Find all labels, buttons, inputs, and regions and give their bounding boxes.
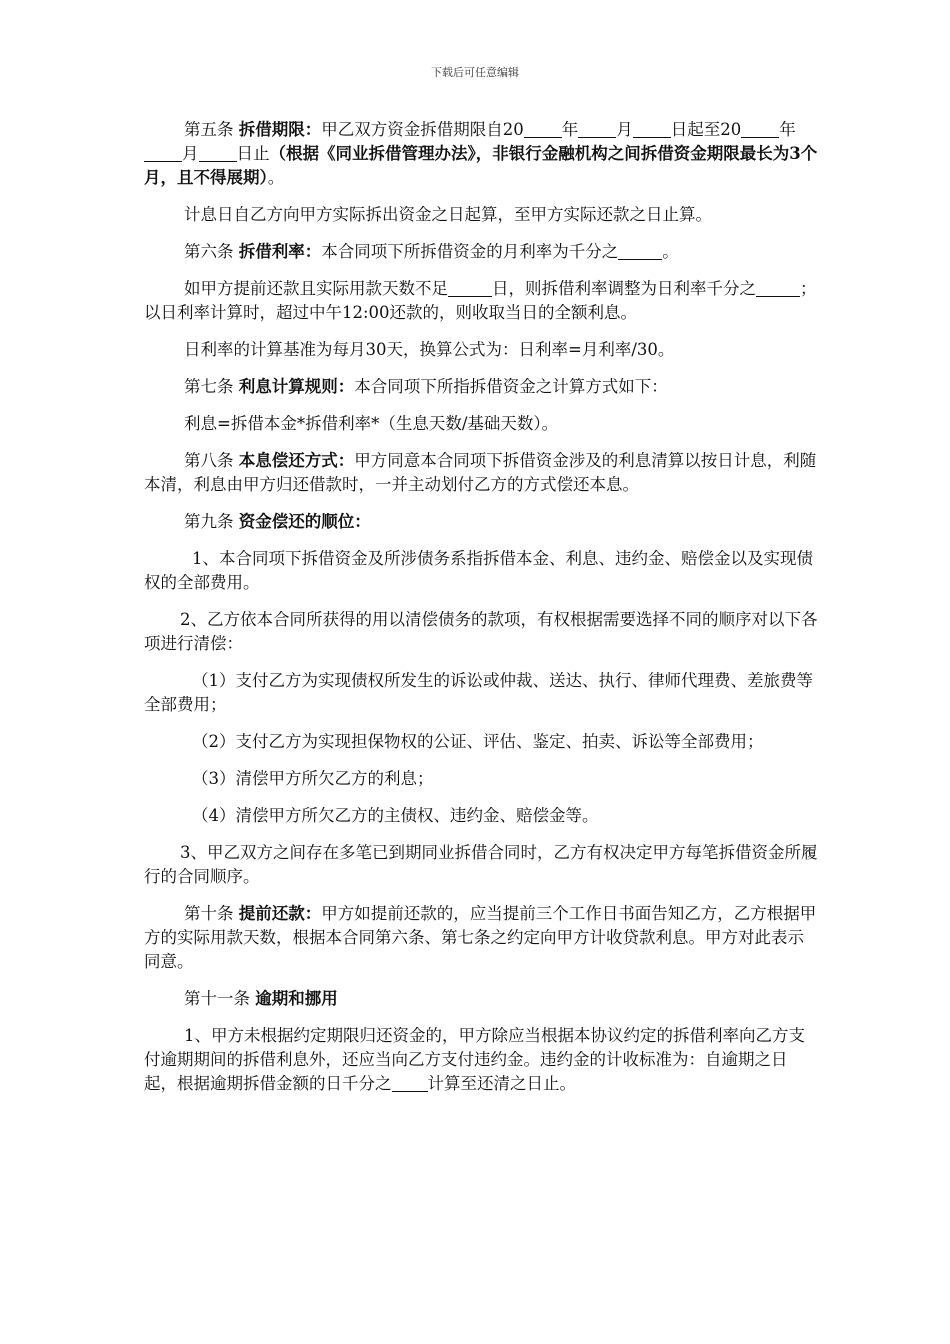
article-6-daily-rate-basis: 日利率的计算基准为每月30天，换算公式为：日利率=月利率/30。 [184,340,675,359]
blank-monthly-rate [618,241,662,260]
article-7-title: 利息计算规则： [238,377,355,396]
article-5-label: 第五条 [184,120,234,139]
page-header: 下载后可任意编辑 [431,66,519,79]
article-6-title: 拆借利率： [238,242,322,261]
article-9 [144,510,820,534]
article-11-title: 逾期和挪用 [255,989,338,1008]
blank-daily-rate [756,278,800,297]
article-11-item-1: 1、甲方未根据约定期限归还资金的，甲方除应当根据本协议约定的拆借利率向乙方支付逾期期间的拆借利息外，还应当向乙方支付违约金。违约金的计收标准为：自逾期之日起，根据逾期拆借金额的日千分之 计算至还清之日止。 [144,1026,805,1093]
article-8: 第八条 本息偿还方式：甲方同意本合同项下拆借资金涉及的利息清算以按日计息，利随本清，利息由甲方归还借款时，一并主动划付乙方的方式偿还本息。 [144,451,817,494]
blank-end-day [199,143,237,162]
article-9-sub-2: （2）支付乙方为实现担保物权的公证、评估、鉴定、拍卖、诉讼等全部费用； [192,732,764,751]
article-9-item-3: 3、甲乙双方之间存在多笔已到期同业拆借合同时，乙方有权决定甲方每笔拆借资金所履行的合同顺序。 [144,843,818,886]
article-10-label: 第十条 [184,904,234,923]
document-body [144,118,820,1096]
article-11 [144,987,820,1011]
article-7: 第七条 利息计算规则：本合同项下所指拆借资金之计算方式如下： [184,377,668,396]
blank-start-year [524,119,562,138]
blank-penalty-rate [392,1073,428,1092]
blank-end-year [741,119,779,138]
article-7-formula: 利息=拆借本金*拆借利率*（生息天数/基础天数）。 [184,414,559,433]
article-8-label: 第八条 [184,451,234,470]
article-10: 第十条 提前还款：甲方如提前还款的，应当提前三个工作日书面告知乙方，乙方根据甲方的实际用款天数，根据本合同第六条、第七条之约定向甲方计收贷款利息。甲方对此表示同意。 [144,904,817,971]
article-5: 第五条 拆借期限：甲乙双方资金拆借期限自20 年 月 日起至20 年月 日止（根据《同业拆借管理办法》，非银行金融机构之间拆借资金期限最长为3个月，且不得展期）。 [144,120,818,187]
blank-start-day [633,119,671,138]
article-6: 第六条 拆借利率：本合同项下所拆借资金的月利率为千分之 。 [184,242,679,261]
article-6-label: 第六条 [184,242,234,261]
article-9-item-1: 1、本合同项下拆借资金及所涉债务系指拆借本金、利息、违约金、赔偿金以及实现债权的全部费用。 [144,549,813,592]
article-5-note: （根据《同业拆借管理办法》，非银行金融机构之间拆借资金期限最长为3个月，且不得展期） [144,144,818,187]
article-10-title: 提前还款： [238,904,322,923]
article-8-title: 本息偿还方式： [238,451,355,470]
article-9-sub-1: （1）支付乙方为实现债权所发生的诉讼或仲裁、送达、执行、律师代理费、差旅费等全部费用； [144,671,813,714]
blank-start-month [578,119,616,138]
article-9-sub-3: （3）清偿甲方所欠乙方的利息； [192,769,434,788]
article-9-item-2: 2、乙方依本合同所获得的用以清偿债务的款项，有权根据需要选择不同的顺序对以下各项进行清偿： [144,610,818,653]
blank-days [448,278,492,297]
article-5-interest-start: 计息日自乙方向甲方实际拆出资金之日起算，至甲方实际还款之日止算。 [184,205,712,224]
article-7-label: 第七条 [184,377,234,396]
article-9-sub-4: （4）清偿甲方所欠乙方的主债权、违约金、赔偿金等。 [192,806,599,825]
article-5-title: 拆借期限： [238,120,322,139]
article-11-label: 第十一条 [184,989,250,1008]
blank-end-month [144,143,182,162]
article-6-early-repay: 如甲方提前还款且实际用款天数不足 日，则拆借利率调整为日利率千分之 ；以日利率计算时，超过中午12:00还款的，则收取当日的全额利息。 [144,279,817,322]
article-9-title: 资金偿还的顺位： [238,512,371,531]
article-9-label: 第九条 [184,512,234,531]
